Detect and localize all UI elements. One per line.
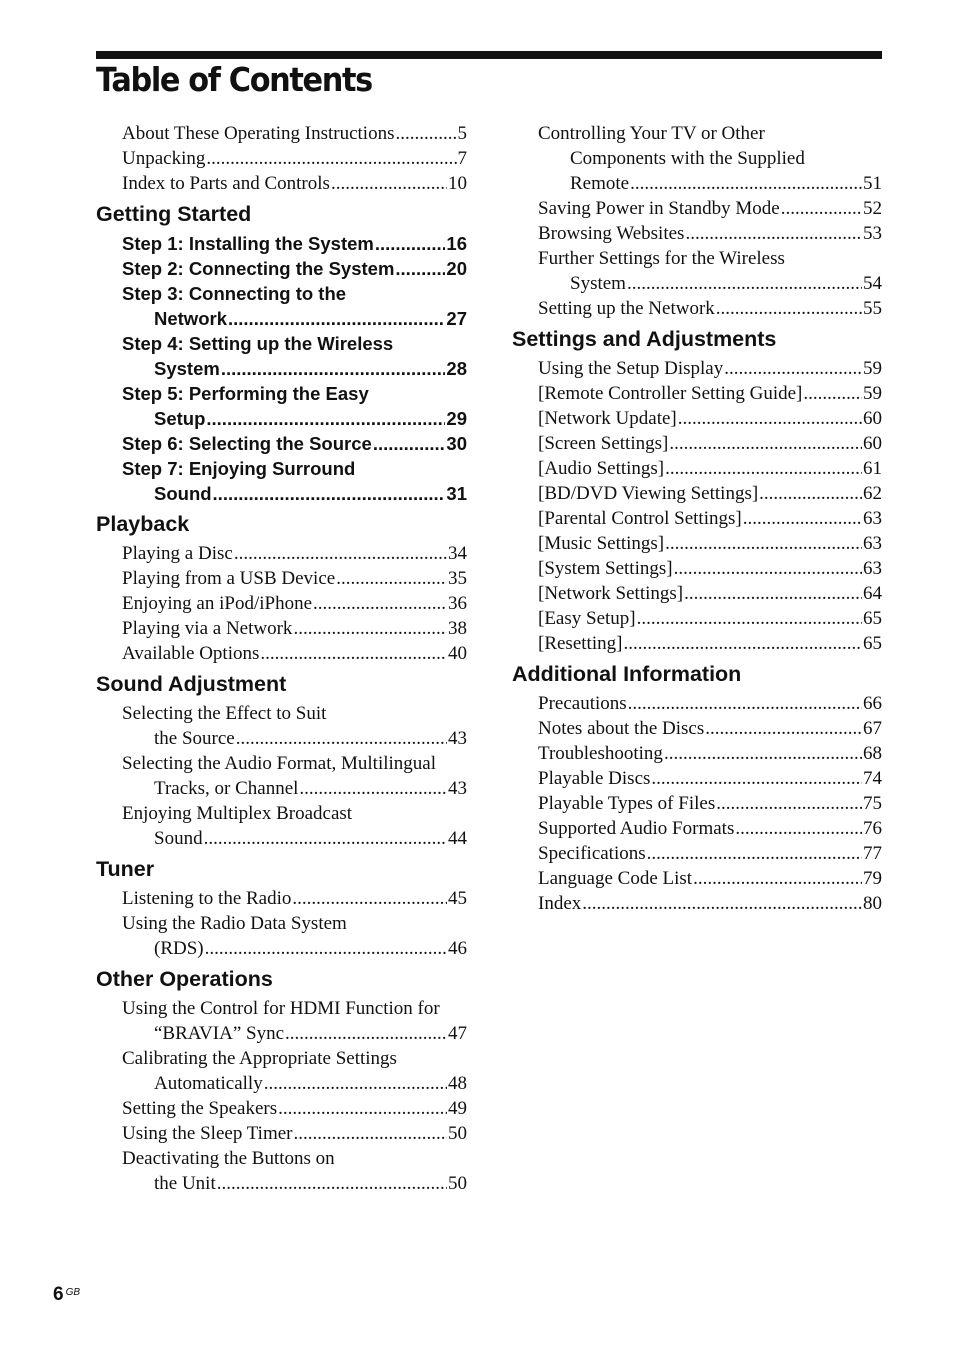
toc-page-number: 35 xyxy=(448,568,467,589)
toc-entry xyxy=(538,631,882,656)
dot-leader xyxy=(759,481,862,506)
toc-entry-label: Deactivating the Buttons on xyxy=(122,1148,335,1169)
toc-entry xyxy=(538,506,882,531)
toc-page-number: 54 xyxy=(863,273,882,294)
toc-entry-label: Sound xyxy=(154,828,203,849)
toc-page-number: 53 xyxy=(863,223,882,244)
region-code: GB xyxy=(65,1287,81,1298)
dot-leader xyxy=(375,231,446,256)
toc-page-number: 80 xyxy=(863,893,882,914)
toc-entry-label: Network xyxy=(154,308,227,329)
toc-entry-label: [Music Settings] xyxy=(538,533,665,554)
toc-entry xyxy=(122,171,467,196)
toc-page-number: 65 xyxy=(863,608,882,629)
toc-entry-label: Playable Types of Files xyxy=(538,793,716,814)
toc-entry-label: Using the Setup Display xyxy=(538,358,724,379)
toc-page-number: 46 xyxy=(448,938,467,959)
toc-entry xyxy=(538,891,882,916)
toc-entry xyxy=(122,616,467,641)
dot-leader xyxy=(684,581,862,606)
dot-leader xyxy=(803,381,862,406)
toc-entry-label: Precautions xyxy=(538,693,627,714)
toc-list xyxy=(512,691,882,916)
toc-entry xyxy=(538,741,882,766)
toc-entry xyxy=(122,1046,467,1071)
toc-entry xyxy=(122,1121,467,1146)
toc-page-number: 30 xyxy=(446,433,467,454)
toc-entry-label: Step 2: Connecting the System xyxy=(122,258,395,279)
toc-entry-label: (RDS) xyxy=(154,938,204,959)
toc-entry-label: Browsing Websites xyxy=(538,223,685,244)
toc-entry xyxy=(122,1096,467,1121)
dot-leader xyxy=(685,221,862,246)
toc-entry xyxy=(122,911,467,936)
toc-page-number: 51 xyxy=(863,173,882,194)
left-column xyxy=(96,121,467,1196)
toc-entry-continuation xyxy=(122,306,467,331)
toc-page-number: 52 xyxy=(863,198,882,219)
toc-entry xyxy=(122,566,467,591)
dot-leader xyxy=(292,886,447,911)
top-rule xyxy=(96,51,882,59)
toc-entry-label: Unpacking xyxy=(122,148,206,169)
toc-entry-label: Step 6: Selecting the Source xyxy=(122,433,372,454)
toc-entry-label: Controlling Your TV or Other xyxy=(538,123,765,144)
dot-leader xyxy=(336,566,447,591)
toc-page-number: 59 xyxy=(863,358,882,379)
page-footer xyxy=(53,1284,80,1306)
dot-leader xyxy=(331,171,447,196)
toc-entry xyxy=(538,716,882,741)
dot-leader xyxy=(313,591,447,616)
toc-page-number: 20 xyxy=(446,258,467,279)
toc-entry-label: [Network Settings] xyxy=(538,583,684,604)
toc-entry xyxy=(538,866,882,891)
toc-page-number: 63 xyxy=(863,508,882,529)
toc-entry-label: Step 4: Setting up the Wireless xyxy=(122,333,394,354)
dot-leader xyxy=(623,631,862,656)
toc-entry-label: Playing a Disc xyxy=(122,543,233,564)
toc-entry xyxy=(122,751,467,776)
dot-leader xyxy=(628,691,862,716)
toc-entry-label: Tracks, or Channel xyxy=(154,778,299,799)
toc-list xyxy=(96,886,467,961)
toc-entry-label: Index to Parts and Controls xyxy=(122,173,330,194)
toc-entry-label: Selecting the Audio Format, Multilingual xyxy=(122,753,437,774)
toc-page-number: 63 xyxy=(863,533,882,554)
toc-entry-continuation xyxy=(122,481,467,506)
dot-leader xyxy=(630,171,862,196)
toc-page-number: 43 xyxy=(448,728,467,749)
toc-entry-label: Setup xyxy=(154,408,206,429)
toc-page-number: 61 xyxy=(863,458,882,479)
toc-entry-continuation xyxy=(122,1171,467,1196)
dot-leader xyxy=(637,606,862,631)
dot-leader xyxy=(278,1096,447,1121)
toc-list xyxy=(512,356,882,656)
toc-entry-label: Using the Sleep Timer xyxy=(122,1123,293,1144)
toc-entry-continuation xyxy=(538,146,882,171)
dot-leader xyxy=(213,481,446,506)
toc-entry xyxy=(122,701,467,726)
toc-entry-label: Language Code List xyxy=(538,868,693,889)
toc-page-number: 75 xyxy=(863,793,882,814)
dot-leader xyxy=(236,726,447,751)
toc-entry xyxy=(538,581,882,606)
toc-entry-label: Using the Radio Data System xyxy=(122,913,347,934)
toc-entry-label: Playing from a USB Device xyxy=(122,568,336,589)
toc-page-number: 29 xyxy=(446,408,467,429)
dot-leader xyxy=(647,841,862,866)
toc-page-number: 50 xyxy=(448,1123,467,1144)
toc-entry-label: Enjoying an iPod/iPhone xyxy=(122,593,312,614)
toc-entry-label: [System Settings] xyxy=(538,558,673,579)
toc-entry-continuation xyxy=(122,776,467,801)
toc-entry xyxy=(538,556,882,581)
section-heading: Additional Information xyxy=(512,662,742,686)
toc-entry-label: Playing via a Network xyxy=(122,618,293,639)
toc-entry xyxy=(122,801,467,826)
toc-entry xyxy=(122,121,467,146)
toc-entry-label: Troubleshooting xyxy=(538,743,663,764)
dot-leader xyxy=(373,431,446,456)
toc-entry xyxy=(122,256,467,281)
toc-page-number: 44 xyxy=(448,828,467,849)
toc-entry xyxy=(122,431,467,456)
toc-entry xyxy=(538,356,882,381)
toc-list xyxy=(96,231,467,506)
toc-entry-label: [Remote Controller Setting Guide] xyxy=(538,383,803,404)
toc-entry xyxy=(122,591,467,616)
toc-entry-label: Automatically xyxy=(154,1073,263,1094)
toc-entry-label: Saving Power in Standby Mode xyxy=(538,198,780,219)
dot-leader xyxy=(678,406,862,431)
dot-leader xyxy=(627,271,862,296)
toc-entry-label: Step 1: Installing the System xyxy=(122,233,374,254)
dot-leader xyxy=(716,296,862,321)
toc-entry-label: Further Settings for the Wireless xyxy=(538,248,785,269)
toc-entry-continuation xyxy=(122,1021,467,1046)
dot-leader xyxy=(664,741,862,766)
toc-page-number: 74 xyxy=(863,768,882,789)
dot-leader xyxy=(716,791,862,816)
toc-page-number: 60 xyxy=(863,433,882,454)
section-heading: Sound Adjustment xyxy=(96,672,287,696)
toc-entry xyxy=(538,606,882,631)
toc-entry xyxy=(538,841,882,866)
toc-entry xyxy=(538,246,882,271)
toc-page-number: 43 xyxy=(448,778,467,799)
toc-entry-label: Index xyxy=(538,893,582,914)
dot-leader xyxy=(781,196,862,221)
toc-page-number: 16 xyxy=(446,233,467,254)
toc-entry xyxy=(122,381,467,406)
dot-leader xyxy=(395,256,445,281)
toc-page-number: 5 xyxy=(457,123,467,144)
dot-leader xyxy=(206,146,456,171)
toc-page-number: 59 xyxy=(863,383,882,404)
dot-leader xyxy=(205,936,447,961)
dot-leader xyxy=(285,1021,447,1046)
toc-entry-continuation xyxy=(538,171,882,196)
toc-entry-continuation xyxy=(122,1071,467,1096)
toc-entry xyxy=(538,121,882,146)
dot-leader xyxy=(299,776,447,801)
toc-entry-label: Step 5: Performing the Easy xyxy=(122,383,369,404)
toc-page-number: 79 xyxy=(863,868,882,889)
toc-entry-label: Sound xyxy=(154,483,212,504)
toc-page-number: 67 xyxy=(863,718,882,739)
toc-page-number: 38 xyxy=(448,618,467,639)
toc-list xyxy=(96,996,467,1196)
toc-entry xyxy=(122,281,467,306)
toc-entry-label: Calibrating the Appropriate Settings xyxy=(122,1048,397,1069)
toc-entry-continuation xyxy=(122,406,467,431)
page-number: 6 xyxy=(53,1284,64,1305)
toc-entry xyxy=(538,816,882,841)
dot-leader xyxy=(264,1071,447,1096)
right-column xyxy=(512,121,882,916)
dot-leader xyxy=(228,306,445,331)
dot-leader xyxy=(293,616,447,641)
toc-page-number: 77 xyxy=(863,843,882,864)
toc-entry-continuation xyxy=(122,936,467,961)
toc-entry-label: [Screen Settings] xyxy=(538,433,669,454)
toc-entry-label: Remote xyxy=(570,173,630,194)
toc-entry xyxy=(538,406,882,431)
toc-entry-label: Listening to the Radio xyxy=(122,888,292,909)
toc-entry-label: Setting the Speakers xyxy=(122,1098,278,1119)
dot-leader xyxy=(206,406,445,431)
toc-entry-label: Step 3: Connecting to the xyxy=(122,283,347,304)
toc-page-number: 45 xyxy=(448,888,467,909)
toc-list xyxy=(96,701,467,851)
dot-leader xyxy=(693,866,862,891)
toc-page-number: 66 xyxy=(863,693,882,714)
toc-entry xyxy=(122,456,467,481)
dot-leader xyxy=(204,826,447,851)
dot-leader xyxy=(674,556,862,581)
toc-page-number: 68 xyxy=(863,743,882,764)
toc-entry xyxy=(538,196,882,221)
toc-entry xyxy=(538,381,882,406)
toc-entry xyxy=(122,996,467,1021)
section-heading: Getting Started xyxy=(96,202,252,226)
toc-entry-label: Enjoying Multiplex Broadcast xyxy=(122,803,353,824)
dot-leader xyxy=(217,1171,447,1196)
toc-page-number: 31 xyxy=(446,483,467,504)
toc-page-number: 47 xyxy=(448,1023,467,1044)
toc-entry xyxy=(122,331,467,356)
dot-leader xyxy=(293,1121,447,1146)
dot-leader xyxy=(724,356,862,381)
toc-entry-label: [Audio Settings] xyxy=(538,458,665,479)
toc-entry-label: Using the Control for HDMI Function for xyxy=(122,998,440,1019)
toc-page-number: 48 xyxy=(448,1073,467,1094)
toc-entry-label: Available Options xyxy=(122,643,260,664)
dot-leader xyxy=(665,456,862,481)
toc-entry-label: Setting up the Network xyxy=(538,298,715,319)
toc-page-number: 63 xyxy=(863,558,882,579)
toc-entry-label: the Source xyxy=(154,728,235,749)
toc-entry-label: System xyxy=(570,273,626,294)
page-title: Table of Contents xyxy=(96,60,372,99)
toc-entry xyxy=(122,231,467,256)
toc-entry xyxy=(538,296,882,321)
toc-list xyxy=(512,121,882,321)
dot-leader xyxy=(582,891,862,916)
toc-page-number: 76 xyxy=(863,818,882,839)
toc-entry-continuation xyxy=(122,356,467,381)
toc-entry-label: [Resetting] xyxy=(538,633,623,654)
toc-page-number: 40 xyxy=(448,643,467,664)
toc-entry-label: the Unit xyxy=(154,1173,216,1194)
toc-entry-label: [Network Update] xyxy=(538,408,677,429)
toc-entry-label: Playable Discs xyxy=(538,768,651,789)
toc-page-number: 27 xyxy=(446,308,467,329)
toc-entry xyxy=(122,1146,467,1171)
dot-leader xyxy=(395,121,456,146)
toc-entry-label: [BD/DVD Viewing Settings] xyxy=(538,483,759,504)
dot-leader xyxy=(221,356,446,381)
toc-entry xyxy=(122,886,467,911)
section-heading: Settings and Adjustments xyxy=(512,327,777,351)
dot-leader xyxy=(735,816,862,841)
toc-entry-label: Supported Audio Formats xyxy=(538,818,735,839)
toc-entry-label: Selecting the Effect to Suit xyxy=(122,703,327,724)
toc-page-number: 36 xyxy=(448,593,467,614)
dot-leader xyxy=(669,431,862,456)
dot-leader xyxy=(665,531,862,556)
toc-entry-label: Step 7: Enjoying Surround xyxy=(122,458,356,479)
toc-entry xyxy=(538,791,882,816)
toc-entry-continuation xyxy=(538,271,882,296)
dot-leader xyxy=(705,716,862,741)
toc-page-number: 62 xyxy=(863,483,882,504)
toc-page-number: 28 xyxy=(446,358,467,379)
toc-entry xyxy=(538,221,882,246)
toc-entry-label: [Parental Control Settings] xyxy=(538,508,742,529)
toc-list xyxy=(96,121,467,196)
toc-entry xyxy=(122,146,467,171)
toc-page-number: 50 xyxy=(448,1173,467,1194)
toc-entry xyxy=(538,456,882,481)
toc-entry-label: Notes about the Discs xyxy=(538,718,705,739)
dot-leader xyxy=(651,766,862,791)
toc-page-number: 55 xyxy=(863,298,882,319)
toc-entry xyxy=(122,541,467,566)
toc-page-number: 65 xyxy=(863,633,882,654)
toc-entry xyxy=(538,531,882,556)
toc-entry-label: [Easy Setup] xyxy=(538,608,636,629)
section-heading: Tuner xyxy=(96,857,155,881)
toc-entry-label: Specifications xyxy=(538,843,646,864)
dot-leader xyxy=(260,641,447,666)
toc-page-number: 49 xyxy=(448,1098,467,1119)
section-heading: Other Operations xyxy=(96,967,273,991)
toc-entry xyxy=(538,691,882,716)
toc-page-number: 60 xyxy=(863,408,882,429)
section-heading: Playback xyxy=(96,512,190,536)
toc-entry xyxy=(538,481,882,506)
toc-entry xyxy=(122,641,467,666)
toc-page-number: 34 xyxy=(448,543,467,564)
toc-entry-label: System xyxy=(154,358,220,379)
dot-leader xyxy=(234,541,447,566)
toc-entry xyxy=(538,766,882,791)
toc-entry-label: “BRAVIA” Sync xyxy=(154,1023,285,1044)
toc-entry-continuation xyxy=(122,726,467,751)
toc-entry-label: About These Operating Instructions xyxy=(122,123,395,144)
toc-entry xyxy=(538,431,882,456)
toc-page-number: 10 xyxy=(448,173,467,194)
toc-entry-label: Components with the Supplied xyxy=(570,148,805,169)
toc-page-number: 7 xyxy=(457,148,467,169)
toc-list xyxy=(96,541,467,666)
dot-leader xyxy=(743,506,862,531)
toc-entry-continuation xyxy=(122,826,467,851)
toc-page-number: 64 xyxy=(863,583,882,604)
